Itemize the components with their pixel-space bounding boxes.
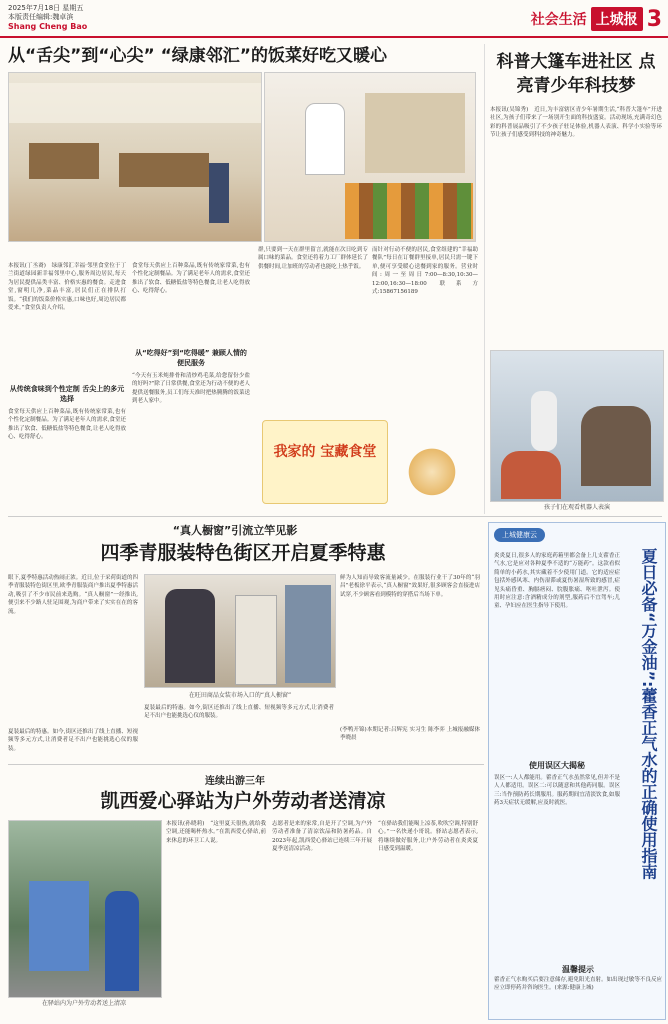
- article3-kicker: “真人橱窗”引流立竿见影: [172, 524, 298, 537]
- section-divider: [8, 516, 662, 517]
- section-divider-2: [8, 764, 484, 765]
- header-rule: [0, 36, 668, 38]
- article1-col2: 食堂每天供应上百种菜品,既有传统家常菜,也有个性化定制餐品。为了满足老年人的需求,食堂还推出了软食、低糖低盐等特色餐食,让老人吃得放心、吃得舒心。: [8, 409, 126, 441]
- article2-body: 本报讯(吴锦秀) 近日,为丰富辖区青少年暑期生活,“科普大篷车”开进社区,为孩子们带来了一场别开生面的科技盛宴。活动现场,充满奇幻色彩的科普展品吸引了不少孩子驻足体验,机器人表演、科学小实验等环节让孩子们感受到科技的神奇魅力。: [490, 107, 662, 139]
- relay-station-photo: [8, 820, 162, 998]
- article3-credit: (李鸭开锦)本期记者:吕辉宪 实习生 陈李弈 上城报融媒体 季晓晨: [340, 727, 480, 742]
- article4-kicker: 连续出游三年: [205, 776, 265, 787]
- stamp-text: 我家的 宝藏食堂: [273, 444, 377, 460]
- newspaper-logo: 上城报: [591, 7, 643, 31]
- article5-body: 炎炎夏日,很多人的家庭药箱里都会备上几支藿香正气水,它是应对各种夏季不适的“万能药”。这款看似简单的小药水,其实藏着不少使用门道。它的适应症包括外感风寒、内伤湿滞或夏伤暑湿所致的感冒,症见头痛昏重、胸膈痞闷、脘腹胀痛、呕吐泄泻。使用时应注意:含酒精成分的剂型,服药后不宜驾车;儿童、孕妇应在医生指导下使用。: [494, 553, 620, 610]
- article1-col5: 而针对行动不便的居民,食堂组建的“幸福助餐队”每日在订餐群里接单,居民只需一键下单,便可享受暖心送餐到家的服务。营业时间:周一至周日7:00—8:30,10:30—12:00,16:30—18:00 联系方式:15867156189: [372, 247, 478, 296]
- article5-col3: 藿香正气水购买后要注意储存,避免阳光直射。如出现过敏等不良反应应立即停药并咨询医生。(来源:健康上城): [494, 977, 662, 992]
- dish-illustration: [392, 440, 472, 498]
- live-window-photo: [144, 574, 336, 688]
- column-divider: [484, 44, 485, 514]
- article5-col2: 误区一:人人都能用。藿香正气水虽然常见,但并不是人人都适用。误区二:可以随意和其他药同服。误区三:当作预防药长期服用。服药期间宜清淡饮食,如服药3天症状无缓解,应及时就医。: [494, 775, 620, 807]
- article1-col1: 本报讯(丁丞裔) 绿康邻汇幸福·邻里食堂位于丁兰街道绿园新幸福邻里中心,服务周边居民,每天为居民提供品类丰富、价格实惠的餐食。走进食堂,窗明几净,菜品丰富,居民们正在排队打饭。“我们的饭菜价格实惠,口味也好,周边居民都爱来。”食堂负责人介绍。: [8, 263, 126, 312]
- treasure-canteen-stamp: [262, 420, 388, 504]
- article1-subhead-1: 从传统食味到个性定制 舌尖上的多元选择: [9, 385, 125, 403]
- article1-subhead-2: 从“吃得好”到“吃得暖” 兼顾人情的便民服务: [135, 349, 247, 367]
- issue-date: 2025年7月18日 星期五: [8, 4, 84, 12]
- canteen-counter-photo: [264, 72, 476, 242]
- article1-title: 从“舌尖”到“心尖” “绿康邻汇”的饭菜好吃又暖心: [8, 46, 387, 66]
- article5-subhead-2: 温馨提示: [562, 965, 594, 974]
- article2-title: 科普大篷车进社区 点亮青少年科技梦: [496, 52, 656, 96]
- article4-col2: 志愿者是来的家常,自是开了空调,为户外劳动者准备了清凉饮品和防暑药品。自2023年起,凯西爱心驿站已连续三年开展夏季送清凉活动。: [272, 821, 372, 853]
- article2-caption: 孩子们在观看机器人表演: [543, 504, 610, 511]
- article5-vertical-title: 夏日必备“万金油”:藿香正气水的正确使用指南: [639, 548, 658, 880]
- canteen-interior-photo: [8, 72, 262, 242]
- article3-col2b: 夏装最后的特惠。如今,街区还推出了线上直播、短视频等多元方式,让消费者足不出户也能挑选心仪的服装。: [144, 705, 334, 720]
- article3-col3: 鲜为人知而导致客流量减少。在服装行业干了30年的“羽昌”老板徐平表示,“真人橱窗”效果好,很多顾客会直接进店试穿,不少顾客看到模特的穿搭后当场下单。: [340, 575, 480, 598]
- page-number: 3: [646, 6, 662, 32]
- article1-col2b: 食堂每天供应上百种菜品,既有传统家常菜,也有个性化定制餐品。为了满足老年人的需求,食堂还推出了软食、低糖低盐等特色餐食,让老人吃得放心、吃得舒心。: [132, 263, 250, 295]
- brand-english: Shang Cheng Bao: [8, 22, 88, 31]
- article1-col3: “今天有玉米炖排骨和清炒鸡毛菜,给您留份少盐的好吗?”除了日常供餐,食堂还为行动不便的老人提供送餐服务,员工们每天准时把热腾腾的饭菜送到老人家中。: [132, 373, 250, 405]
- header-info: [8, 4, 87, 31]
- article4-col1: 本报讯(孙晓莉) “这里夏天很热,就给我空调,还能喝杯热水。”在凯西爱心驿站,前来休息的环卫工人说。: [166, 821, 266, 844]
- section-title: 社会生活: [530, 12, 587, 28]
- article3-col2: 夏装最后的特惠。如今,街区还推出了线上直播、短视频等多元方式,让消费者足不出户也能挑选心仪的服装。: [8, 729, 138, 752]
- article3-caption: 在旺田商品女装市场入口的“真人橱窗”: [188, 692, 292, 699]
- article5-subhead-1: 使用误区大揭秘: [529, 761, 585, 770]
- article1-col4: 群,只要到一天在群里留言,就能在次日吃到专属口味的菜品。食堂还将着力工厂群体延长了供餐时间,让加班的劳动者也能吃上热乎饭。: [258, 247, 368, 270]
- health-badge: 上城健康云: [494, 528, 545, 542]
- header-section: [531, 4, 662, 34]
- editor-line: 本版责任编辑:魏卓滨: [8, 13, 74, 21]
- robot-show-photo: [490, 350, 664, 502]
- article4-title: 凯西爱心驿站为户外劳动者送清凉: [100, 790, 386, 812]
- article4-col3: “在驿站我们能喝上凉茶,吹吹空调,特别舒心。”一名快递小哥说。驿站志愿者表示,将继续做好服务,让户外劳动者在炎炎夏日感受到温暖。: [378, 821, 478, 853]
- article4-caption: 在驿站内为户外劳动者送上清凉: [41, 1000, 126, 1007]
- article3-title: 四季青服装特色街区开启夏季特惠: [100, 542, 386, 564]
- article3-col1: 眼下,夏季特惠活动热闹正浓。近日,位于采荷街道的四季青服装特色街区里,欧季青服装商户推出夏季特惠活动,吸引了不少市民前来选购。“真人橱窗”一经推出,便引来不少路人驻足围观,为商户带来了实实在在的客流。: [8, 575, 138, 615]
